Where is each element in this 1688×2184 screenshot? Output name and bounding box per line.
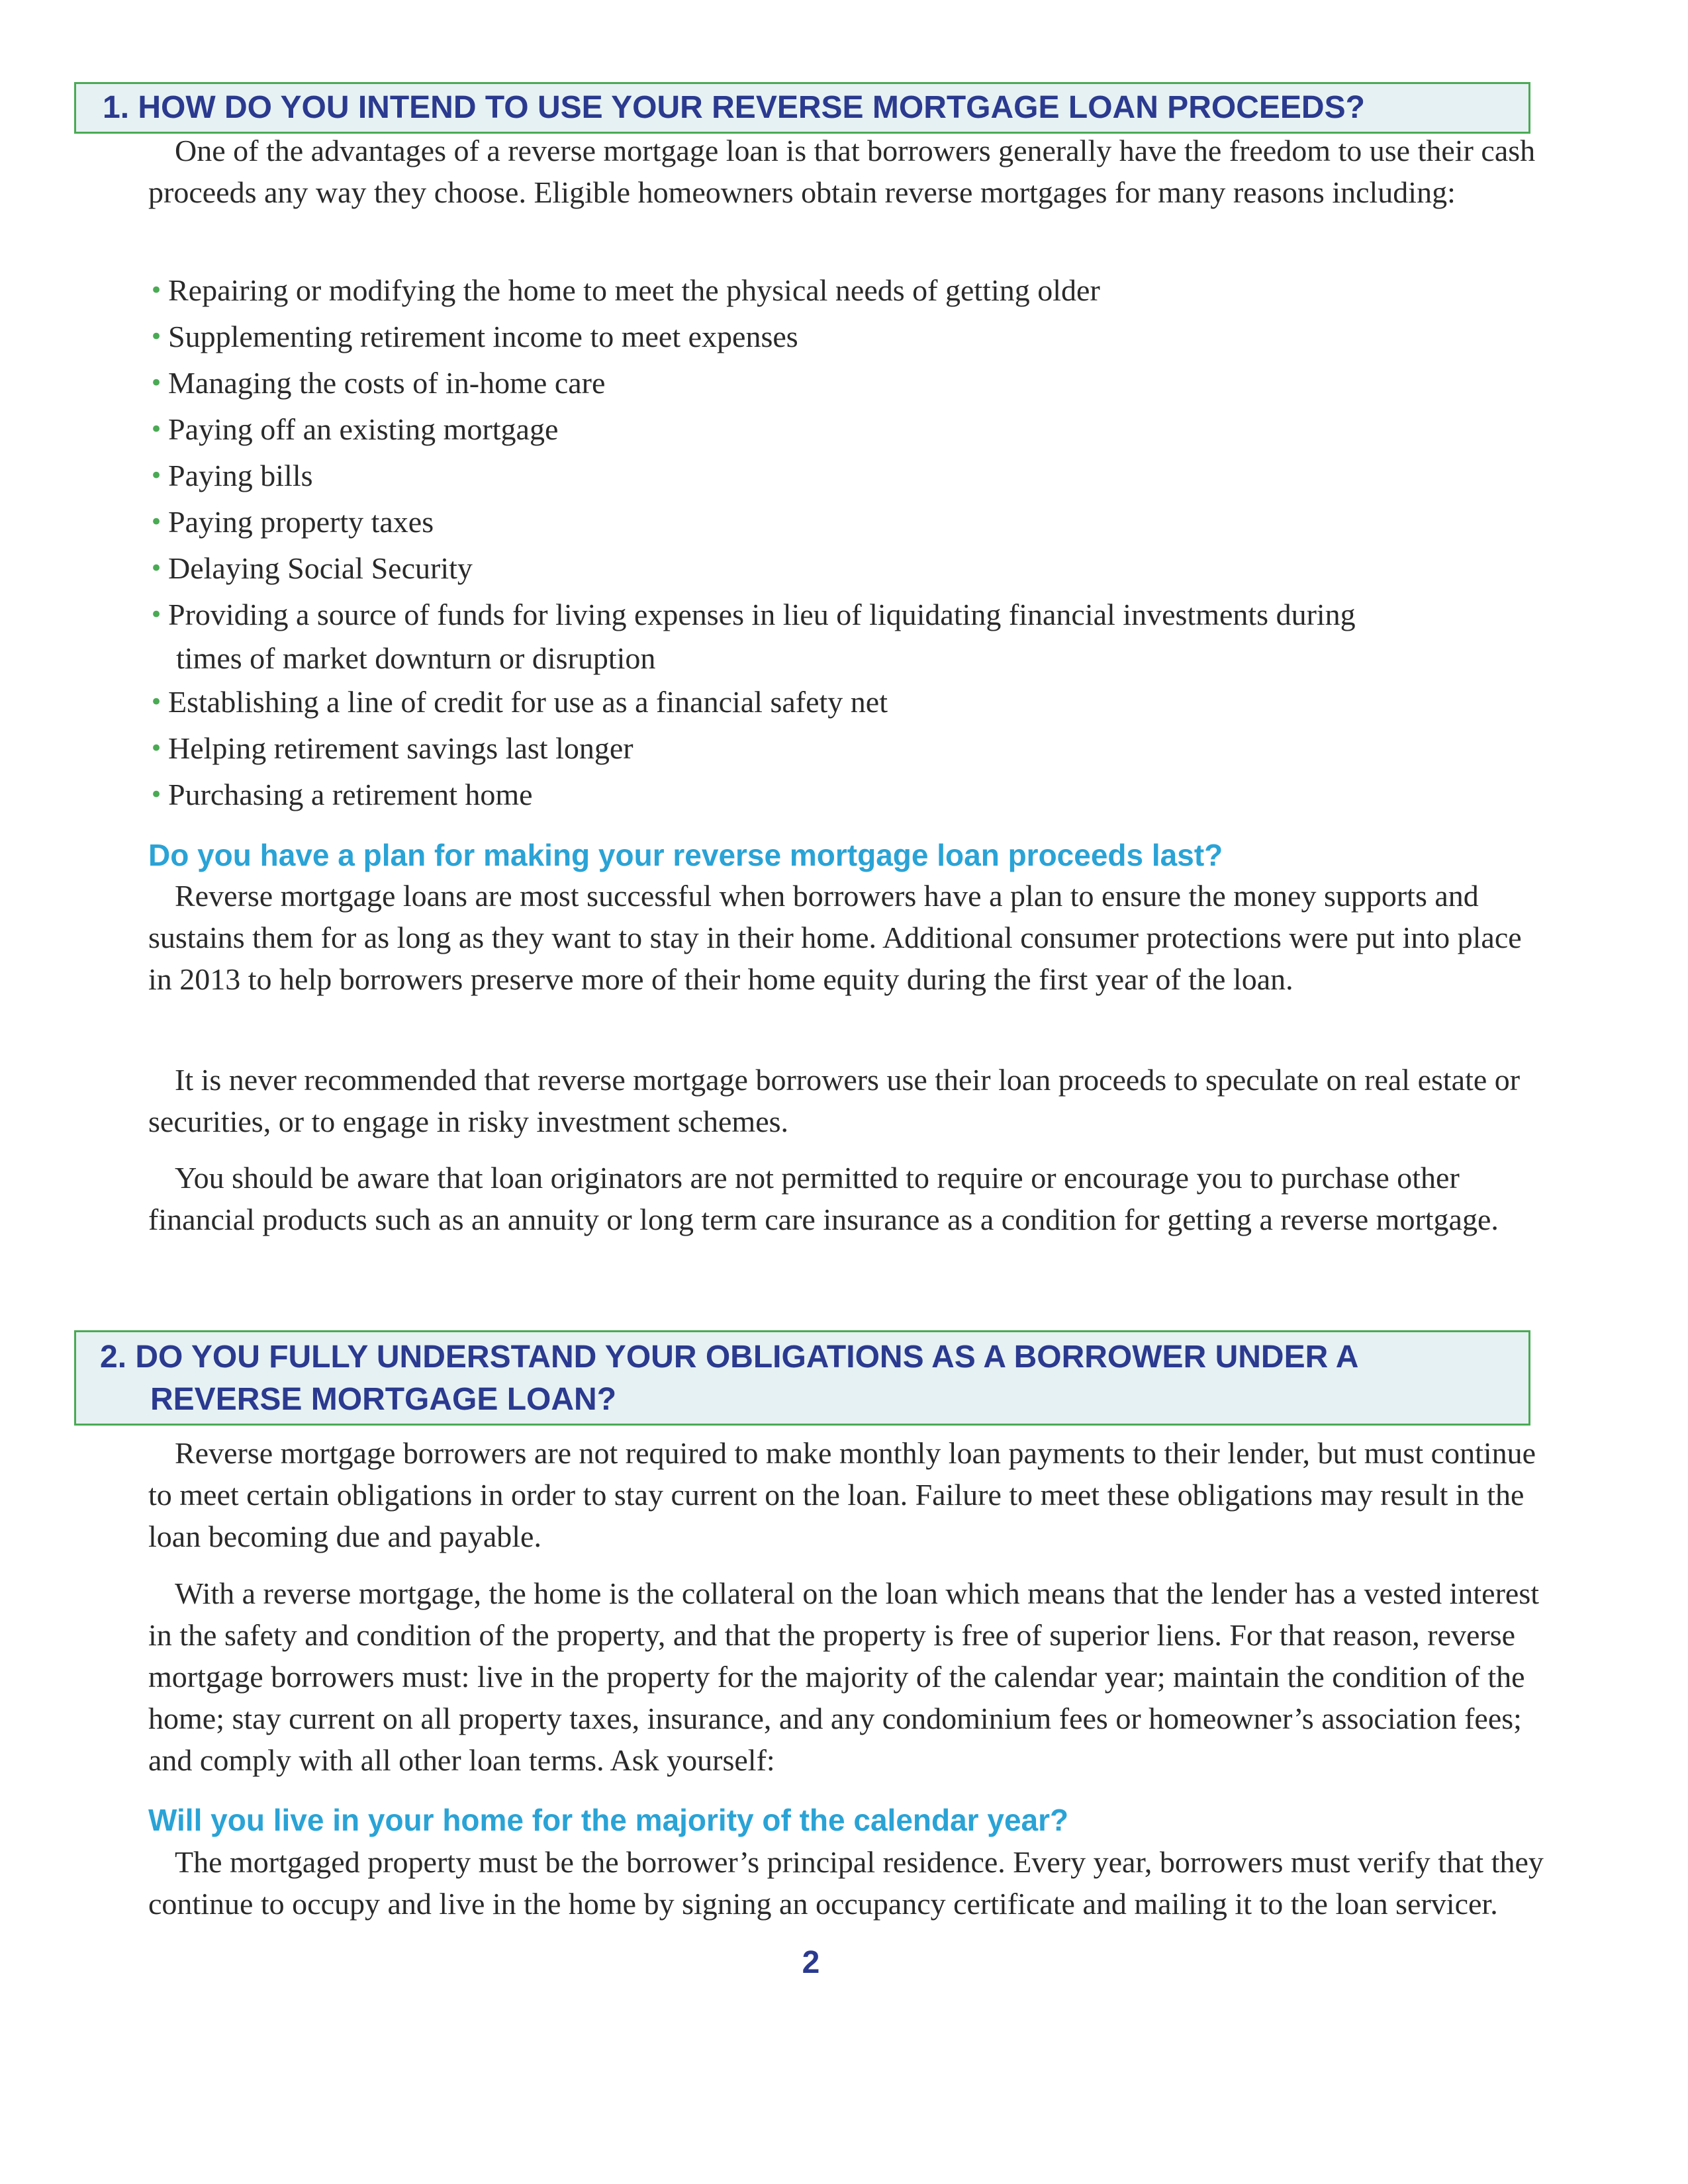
section-2-subheading: Will you live in your home for the majority of the calendar year? bbox=[148, 1803, 1069, 1837]
list-item bbox=[148, 499, 1552, 545]
section-1-subheading: Do you have a plan for making your reverse mortgage loan proceeds last? bbox=[148, 838, 1223, 872]
section-1-paragraph-2: It is never recommended that reverse mortgage borrowers use their loan proceeds to speculate on real estate or securities, or to engage in risky investment schemes. bbox=[148, 1063, 1521, 1138]
list-item-text: Paying off an existing mortgage bbox=[168, 412, 559, 446]
section-1-intro: One of the advantages of a reverse mortgage loan is that borrowers generally have the freedom to use their cash proceeds any way they choose. Eligible homeowners obtain reverse mortgages for many reasons including: bbox=[148, 134, 1536, 209]
list-item-text: Providing a source of funds for living expenses in lieu of liquidating financial investments during bbox=[168, 598, 1356, 631]
list-item-text: Repairing or modifying the home to meet the physical needs of getting older bbox=[168, 273, 1100, 307]
section-1-heading-box bbox=[74, 82, 1530, 134]
list-item bbox=[148, 725, 1552, 772]
page-number: 2 bbox=[802, 1945, 820, 1980]
bullet-dot-icon: • bbox=[150, 782, 164, 808]
list-item bbox=[148, 679, 1552, 725]
list-item-text: Paying property taxes bbox=[168, 505, 434, 539]
bullet-dot-icon: • bbox=[150, 689, 164, 715]
bullet-dot-icon: • bbox=[150, 509, 164, 535]
list-item-text: Supplementing retirement income to meet expenses bbox=[168, 320, 798, 353]
list-item-text: Helping retirement savings last longer bbox=[168, 731, 633, 765]
list-item-text: Establishing a line of credit for use as a financial safety net bbox=[168, 685, 888, 719]
list-item bbox=[148, 360, 1552, 406]
bullet-dot-icon: • bbox=[150, 555, 164, 582]
list-item bbox=[148, 453, 1552, 499]
bullet-dot-icon: • bbox=[150, 735, 164, 762]
list-item bbox=[148, 545, 1552, 592]
list-item bbox=[148, 267, 1552, 314]
section-1-heading: 1. HOW DO YOU INTEND TO USE YOUR REVERSE MORTGAGE LOAN PROCEEDS? bbox=[103, 90, 1365, 125]
list-item-text: Managing the costs of in-home care bbox=[168, 366, 606, 400]
section-2-heading: 2. DO YOU FULLY UNDERSTAND YOUR OBLIGATIONS AS A BORROWER UNDER A REVERSE MORTGAGE LOAN? bbox=[100, 1340, 1358, 1417]
list-item bbox=[148, 592, 1552, 679]
bullet-dot-icon: • bbox=[150, 463, 164, 489]
list-item-text: Purchasing a retirement home bbox=[168, 778, 533, 811]
bullet-dot-icon: • bbox=[150, 602, 164, 628]
section-1-paragraph-1: Reverse mortgage loans are most successful when borrowers have a plan to ensure the money supports and sustains them for as long as they want to stay in their home. Additional consumer protections were put into place in 2013 to help borrowers preserve more of their home equity during the first year of the loan. bbox=[148, 879, 1522, 996]
reasons-list bbox=[148, 267, 1552, 818]
list-item-text: Paying bills bbox=[168, 459, 313, 492]
bullet-dot-icon: • bbox=[150, 277, 164, 304]
bullet-dot-icon: • bbox=[150, 370, 164, 396]
section-1-paragraph-3: You should be aware that loan originators are not permitted to require or encourage you to purchase other financial products such as an annuity or long term care insurance as a condition for getting a reverse mortgage. bbox=[148, 1161, 1499, 1236]
section-2-paragraph-1: Reverse mortgage borrowers are not required to make monthly loan payments to their lender, but must continue to meet certain obligations in order to stay current on the loan. Failure to meet these obligations may result in the loan becoming due and payable. bbox=[148, 1436, 1536, 1553]
list-item bbox=[148, 314, 1552, 360]
bullet-dot-icon: • bbox=[150, 324, 164, 350]
list-item-continuation: times of market downturn or disruption bbox=[176, 641, 656, 675]
section-2-heading-box bbox=[74, 1330, 1530, 1426]
section-2-paragraph-2: With a reverse mortgage, the home is the collateral on the loan which means that the lender has a vested interest in the safety and condition of the property, and that the property is free of superior liens. For that reason, reverse mortgage borrowers must: live in the property for the majority of the calendar year; maintain the condition of the home; stay current on all property taxes, insurance, and any condominium fees or homeowner’s association fees; and comply with all other loan terms. Ask yourself: bbox=[148, 1576, 1540, 1777]
list-item-text: Delaying Social Security bbox=[168, 551, 473, 585]
list-item bbox=[148, 406, 1552, 453]
bullet-dot-icon: • bbox=[150, 416, 164, 443]
list-item bbox=[148, 772, 1552, 818]
section-2-paragraph-3: The mortgaged property must be the borrower’s principal residence. Every year, borrowers must verify that they continue to occupy and live in the home by signing an occupancy certificate and mailing it to the loan servicer. bbox=[148, 1845, 1544, 1921]
